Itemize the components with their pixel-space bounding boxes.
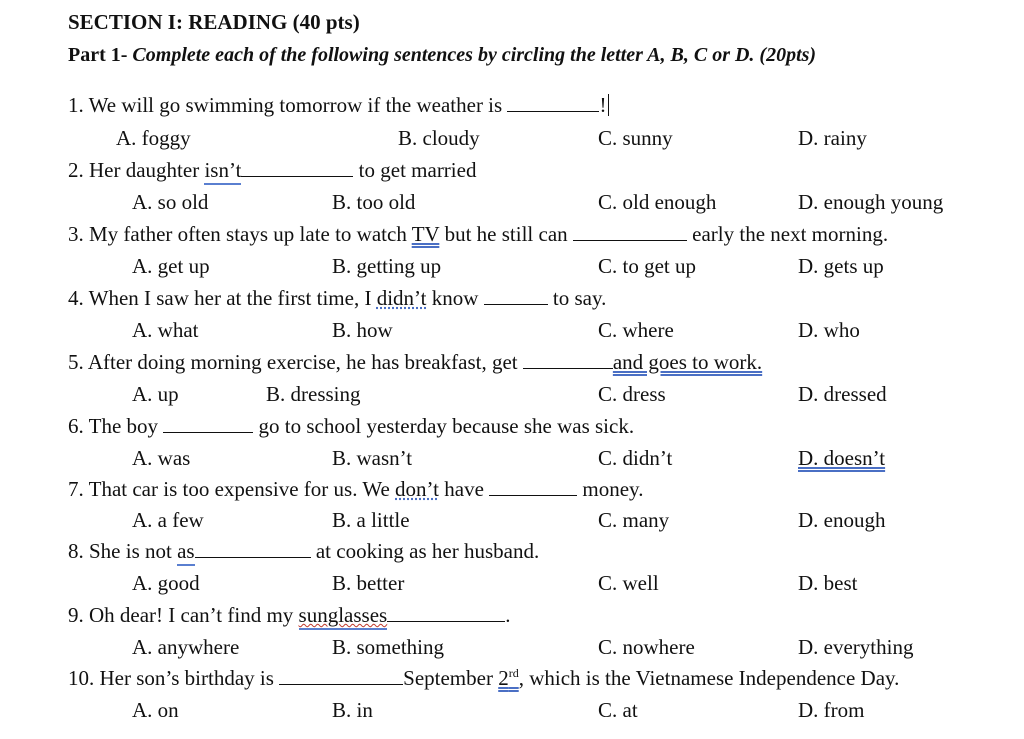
question-text: 4. When I saw her at the first time, I [68,286,377,310]
option-a: A. up [132,382,179,406]
option-b: B. getting up [332,254,442,278]
option-d: D. gets up [798,254,884,278]
question-text-end: go to school yesterday because she was sick. [253,414,635,438]
option-c: C. well [598,571,659,595]
option-d: D. everything [798,635,914,659]
option-b: B. a little [332,508,410,532]
option-c: C. to get up [598,254,696,278]
answer-blank [195,540,311,558]
question-text: 3. My father often stays up late to watch [68,222,412,246]
question-text: 5. After doing morning exercise, he has breakfast, get [68,350,523,374]
question-text: 1. We will go swimming tomorrow if the weather is [68,93,508,117]
marked-word-text: 2 [498,666,509,690]
option-b: B. dressing [266,382,361,406]
marked-word-text: as [177,539,195,563]
question-9 [68,603,510,630]
marked-word-text: isn’t [204,158,242,182]
option-b: B. how [332,318,393,342]
option-c: C. didn’t [598,446,673,470]
answer-blank [387,604,505,622]
answer-blank [163,415,253,433]
option-c: C. many [598,508,670,532]
option-d: D. best [798,571,858,595]
option-a: A. so old [132,190,209,214]
option-a: A. anywhere [132,635,240,659]
answer-blank [484,287,548,305]
part-instruction [68,44,816,67]
question-7 [68,477,643,502]
option-b: B. something [332,635,445,659]
answer-blank [573,223,687,241]
option-c: C. where [598,318,674,342]
marked-word-text: sunglasses [298,603,388,627]
option-c: C. dress [598,382,666,406]
question-text: 8. She is not [68,539,178,563]
question-text: 9. Oh dear! I can’t find my [68,603,299,627]
question-8 [68,539,539,566]
marked-word: TV [411,222,440,246]
marked-word [299,603,388,630]
option-d: D. enough [798,508,886,532]
option-b: B. in [332,698,373,722]
question-text-mid: know [426,286,484,310]
option-c: C. old enough [598,190,717,214]
option-d: D. from [798,698,865,722]
question-text-end: at cooking as her husband. [310,539,540,563]
option-b: B. cloudy [398,126,480,150]
option-d: D. dressed [798,382,887,406]
question-3 [68,222,888,247]
question-text-mid: have [439,477,490,501]
question-text-end: and goes to work. [612,350,763,374]
question-5 [68,350,762,375]
part-prefix: Part 1- [68,44,133,66]
question-text-end: ! [599,93,607,117]
option-d: D. doesn’t [798,446,886,470]
option-a: A. a few [132,508,204,532]
option-c: C. at [598,698,638,722]
answer-blank [241,159,353,177]
question-10 [68,666,899,691]
option-c: C. nowhere [598,635,695,659]
question-text-end: , which is the Vietnamese Independence Day. [518,666,900,690]
part-instruction-text: Complete each of the following sentences by circling the letter A, B, C or D. (20pts) [132,44,817,66]
question-6 [68,414,634,439]
question-text-mid: but he still can [439,222,573,246]
ordinal-suffix: rd [508,666,519,680]
marked-word [204,158,241,185]
question-2 [68,158,476,185]
question-text-end: early the next morning. [686,222,889,246]
section-title: SECTION I: READING (40 pts) [68,10,360,34]
question-text-mid: September [403,666,499,690]
option-a: A. good [132,571,200,595]
answer-blank [489,478,577,496]
question-text: 6. The boy [68,414,164,438]
answer-blank [279,667,403,685]
answer-blank [507,94,599,112]
marked-word [498,666,519,690]
option-b: B. wasn’t [332,446,413,470]
option-a: A. get up [132,254,210,278]
option-c: C. sunny [598,126,673,150]
marked-word: don’t [395,477,439,501]
question-text: 2. Her daughter [68,158,205,182]
question-text: 10. Her son’s birthday is [68,666,280,690]
option-d: D. enough young [798,190,944,214]
text-cursor [608,94,609,116]
question-text: 7. That car is too expensive for us. We [68,477,396,501]
option-b: B. better [332,571,405,595]
option-b: B. too old [332,190,416,214]
question-1 [68,93,609,118]
option-a: A. was [132,446,191,470]
option-d: D. rainy [798,126,867,150]
question-text-end: money. [577,477,644,501]
question-4 [68,286,606,311]
answer-blank [523,351,613,369]
question-text-end: to get married [353,158,477,182]
marked-word [177,539,195,566]
option-a: A. foggy [116,126,191,150]
option-a: A. on [132,698,179,722]
question-text-end: . [505,603,511,627]
marked-word: didn’t [376,286,427,310]
option-a: A. what [132,318,199,342]
option-d: D. who [798,318,860,342]
question-text-end: to say. [547,286,607,310]
